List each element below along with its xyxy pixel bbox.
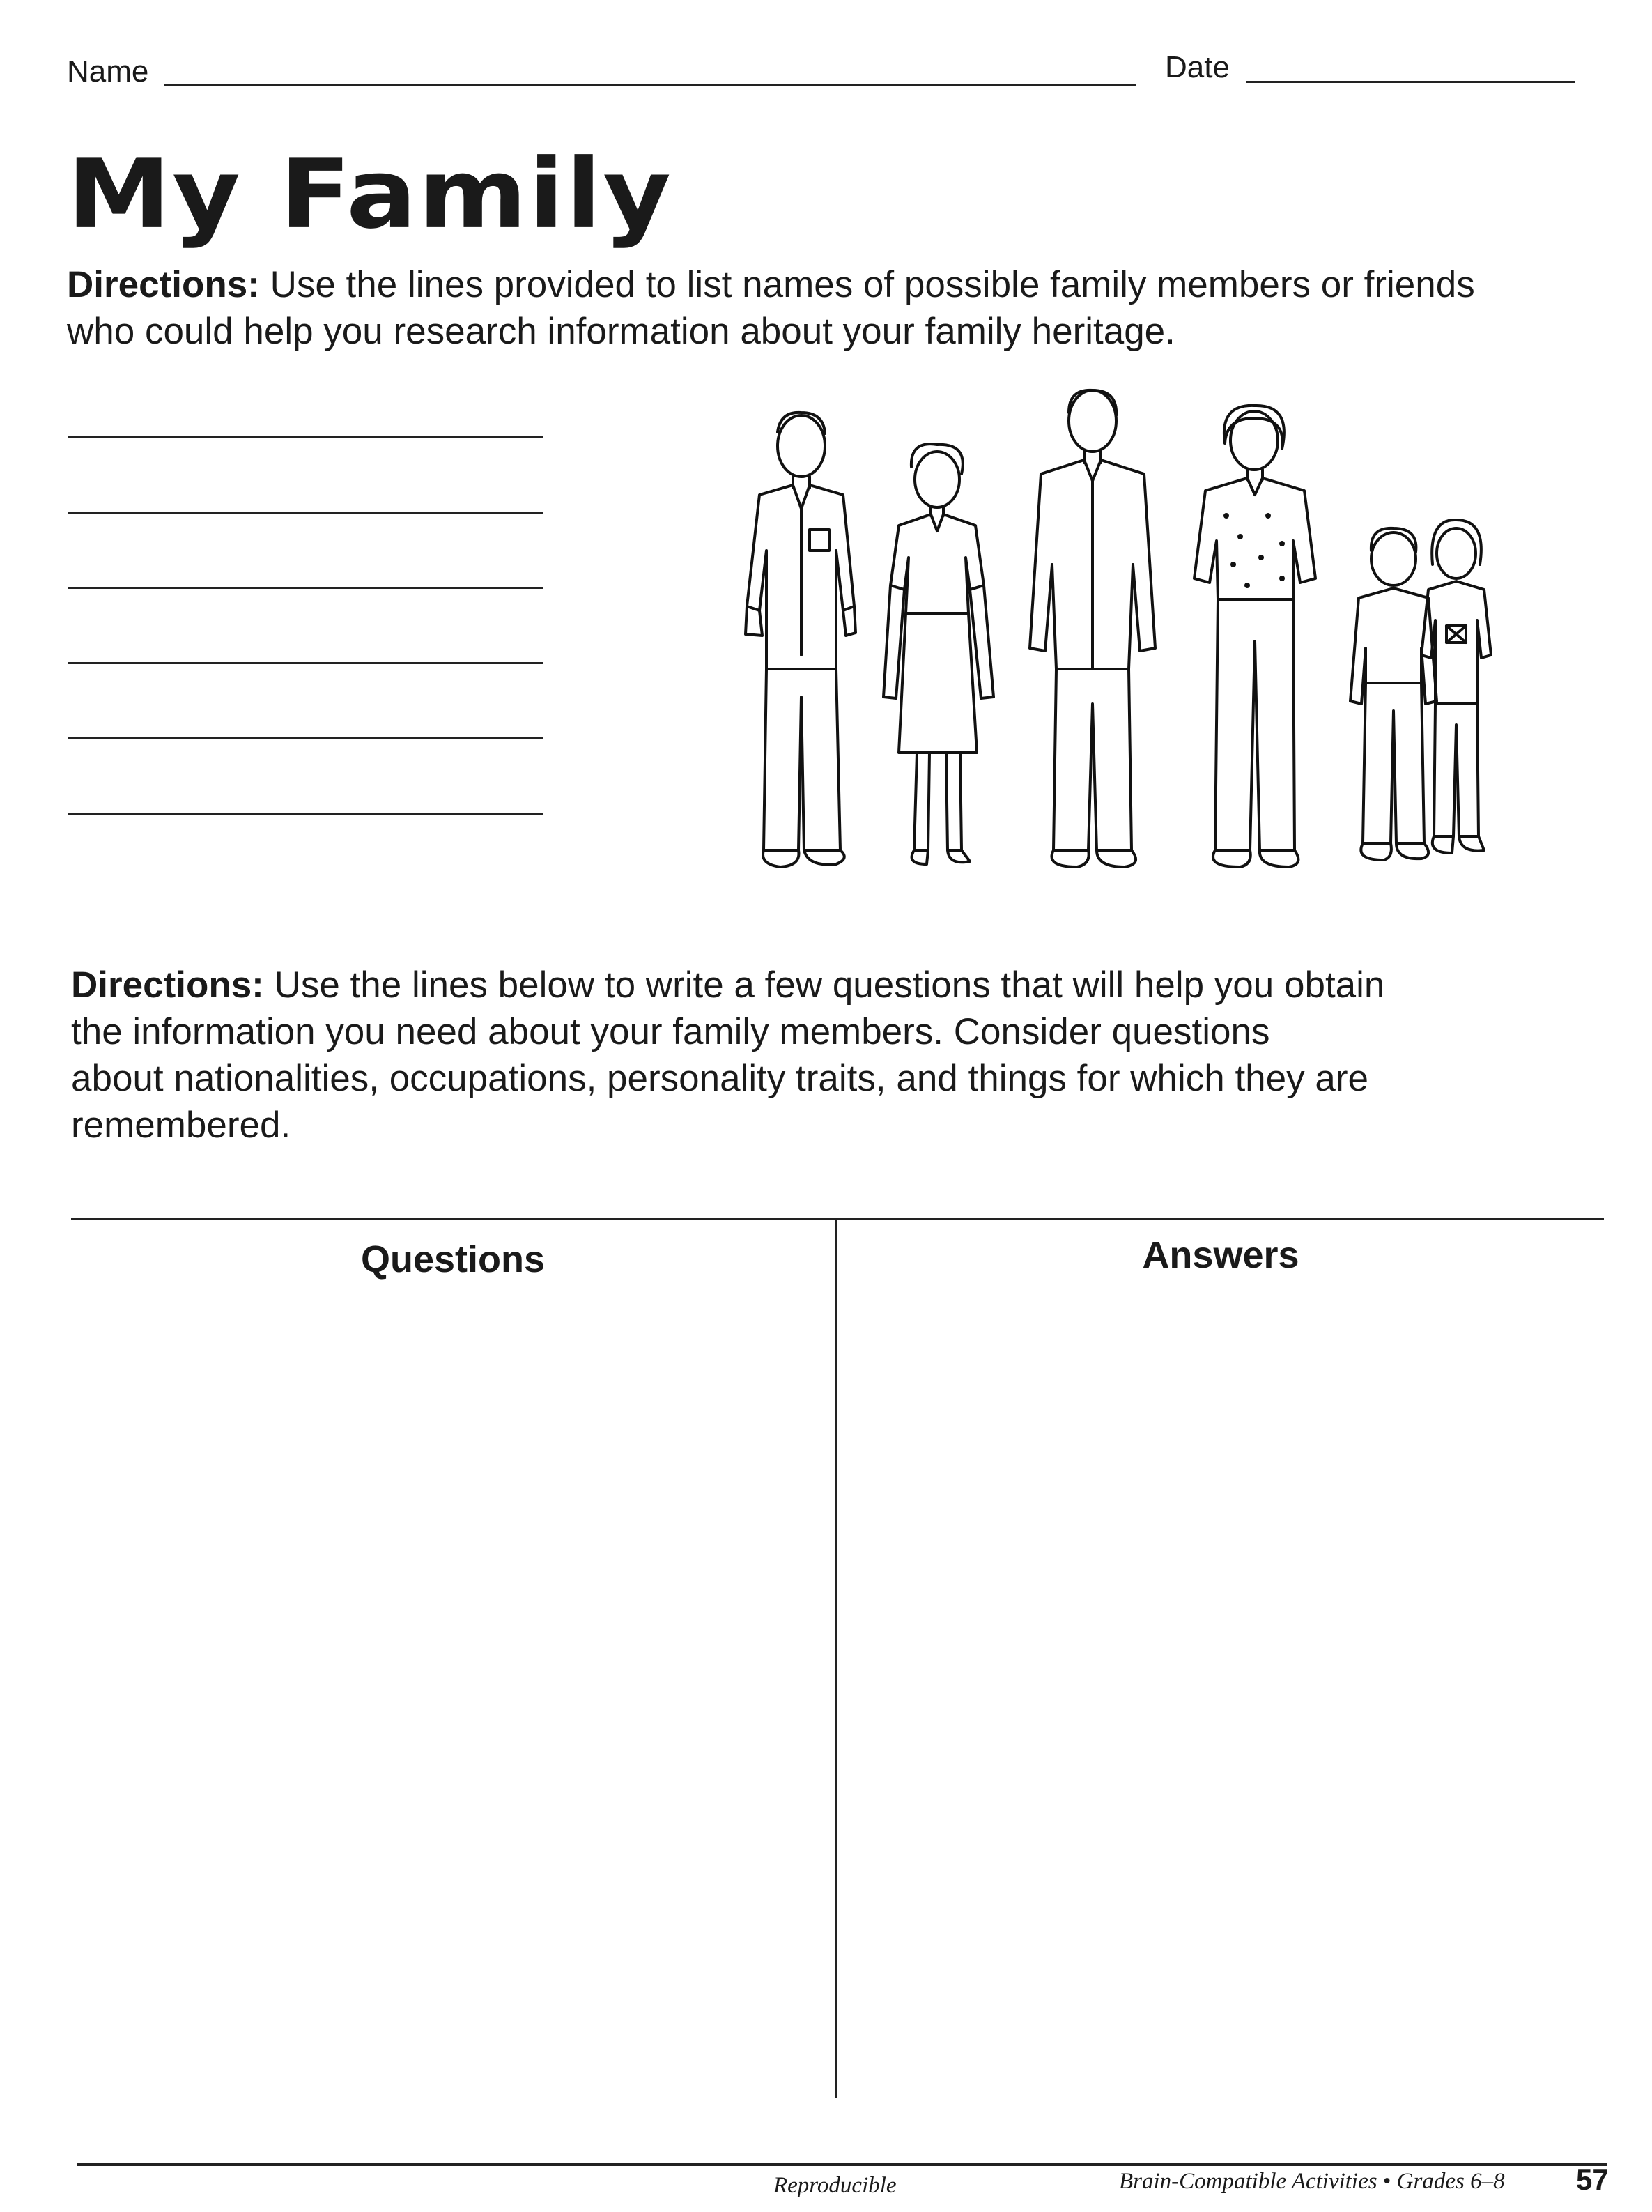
table-top-rule — [71, 1218, 1604, 1220]
name-label: Name — [67, 54, 149, 89]
father-figure-icon — [746, 413, 856, 867]
page-title: My Family — [67, 138, 673, 251]
directions-2-line3: about nationalities, occupations, personality traits, and things for which they are — [71, 1058, 1368, 1099]
footer-book-name: Brain-Compatible Activities — [1119, 2169, 1377, 2194]
directions-1-label: Directions: — [67, 264, 260, 305]
date-label: Date — [1165, 50, 1230, 84]
daughter-figure-icon — [1421, 520, 1491, 853]
family-name-line-3[interactable] — [68, 587, 543, 589]
footer-reproducible: Reproducible — [773, 2173, 897, 2198]
mother-figure-icon — [883, 444, 994, 864]
footer-bullet: • — [1382, 2169, 1391, 2194]
directions-1 — [67, 261, 1600, 355]
answers-area[interactable] — [839, 1289, 1603, 2091]
family-name-line-5[interactable] — [68, 737, 543, 739]
directions-2-line2: the information you need about your family members. Consider questions — [71, 1011, 1270, 1052]
name-field-line[interactable] — [164, 84, 1136, 86]
footer-rule — [77, 2163, 1607, 2166]
directions-2-label: Directions: — [71, 965, 264, 1006]
family-illustration-icon — [732, 376, 1519, 885]
family-name-line-1[interactable] — [68, 436, 543, 438]
son-figure-icon — [1350, 528, 1437, 860]
page-number: 57 — [1576, 2163, 1609, 2196]
family-name-line-2[interactable] — [68, 512, 543, 514]
directions-1-line2: who could help you research information about your family heritage. — [67, 311, 1175, 352]
family-name-line-6[interactable] — [68, 813, 543, 815]
date-field-line[interactable] — [1246, 81, 1575, 83]
questions-header: Questions — [360, 1238, 546, 1280]
family-name-line-4[interactable] — [68, 662, 543, 664]
table-divider — [835, 1218, 837, 2098]
directions-1-line1: Use the lines provided to list names of possible family members or friends — [270, 264, 1475, 305]
directions-2 — [71, 962, 1604, 1149]
footer-book-title — [1119, 2169, 1505, 2195]
directions-2-line1: Use the lines below to write a few questions that will help you obtain — [274, 965, 1385, 1006]
uncle-figure-icon — [1030, 390, 1155, 867]
aunt-figure-icon — [1194, 406, 1315, 867]
answers-header: Answers — [1142, 1234, 1299, 1276]
directions-2-line4: remembered. — [71, 1105, 291, 1146]
questions-area[interactable] — [72, 1289, 832, 2091]
footer-grades: Grades 6–8 — [1396, 2169, 1505, 2194]
